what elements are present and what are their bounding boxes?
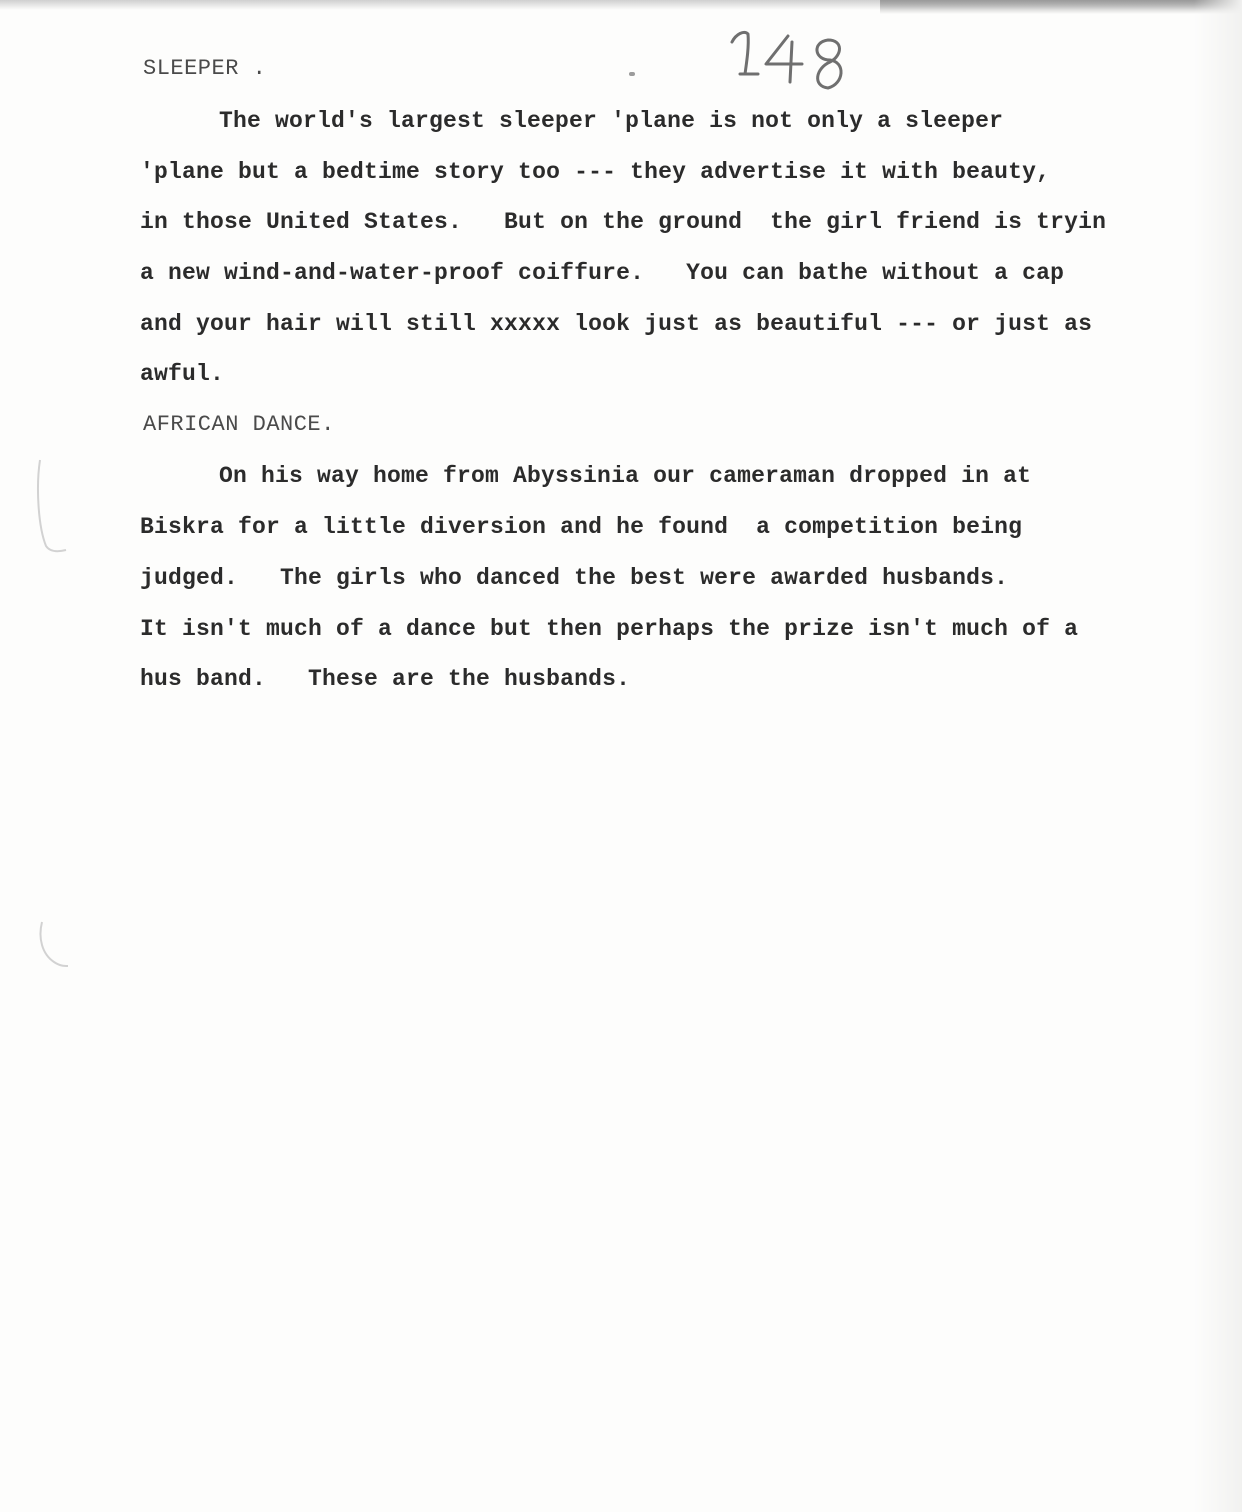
sleeper-line-3: in those United States. But on the ground the girl friend is tryin bbox=[140, 209, 1107, 235]
african-dance-line-5: hus band. These are the husbands. bbox=[140, 666, 631, 692]
sleeper-line-5: and your hair will still xxxxx look just as beautiful --- or just as bbox=[140, 311, 1093, 337]
sleeper-line-6: awful. bbox=[140, 361, 225, 387]
margin-pencil-mark bbox=[32, 456, 72, 556]
section-heading-african-dance: AFRICAN DANCE. bbox=[143, 412, 335, 437]
african-dance-line-4: It isn't much of a dance but then perhaps the prize isn't much of a bbox=[140, 616, 1079, 642]
sleeper-line-1: The world's largest sleeper 'plane is not only a sleeper bbox=[219, 108, 1004, 134]
african-dance-line-1: On his way home from Abyssinia our cameraman dropped in at bbox=[219, 463, 1032, 489]
margin-pencil-mark bbox=[32, 920, 72, 970]
sleeper-line-4: a new wind-and-water-proof coiffure. You can bathe without a cap bbox=[140, 260, 1065, 286]
african-dance-line-3: judged. The girls who danced the best were awarded husbands. bbox=[140, 565, 1009, 591]
african-dance-line-2: Biskra for a little diversion and he found a competition being bbox=[140, 514, 1023, 540]
section-heading-sleeper: SLEEPER . bbox=[143, 56, 267, 81]
smudge-dot bbox=[629, 72, 635, 76]
scan-top-shadow-right bbox=[880, 0, 1242, 14]
handwritten-page-number bbox=[718, 20, 868, 110]
scan-right-edge bbox=[1194, 0, 1242, 1512]
sleeper-line-2: 'plane but a bedtime story too --- they advertise it with beauty, bbox=[140, 159, 1051, 185]
